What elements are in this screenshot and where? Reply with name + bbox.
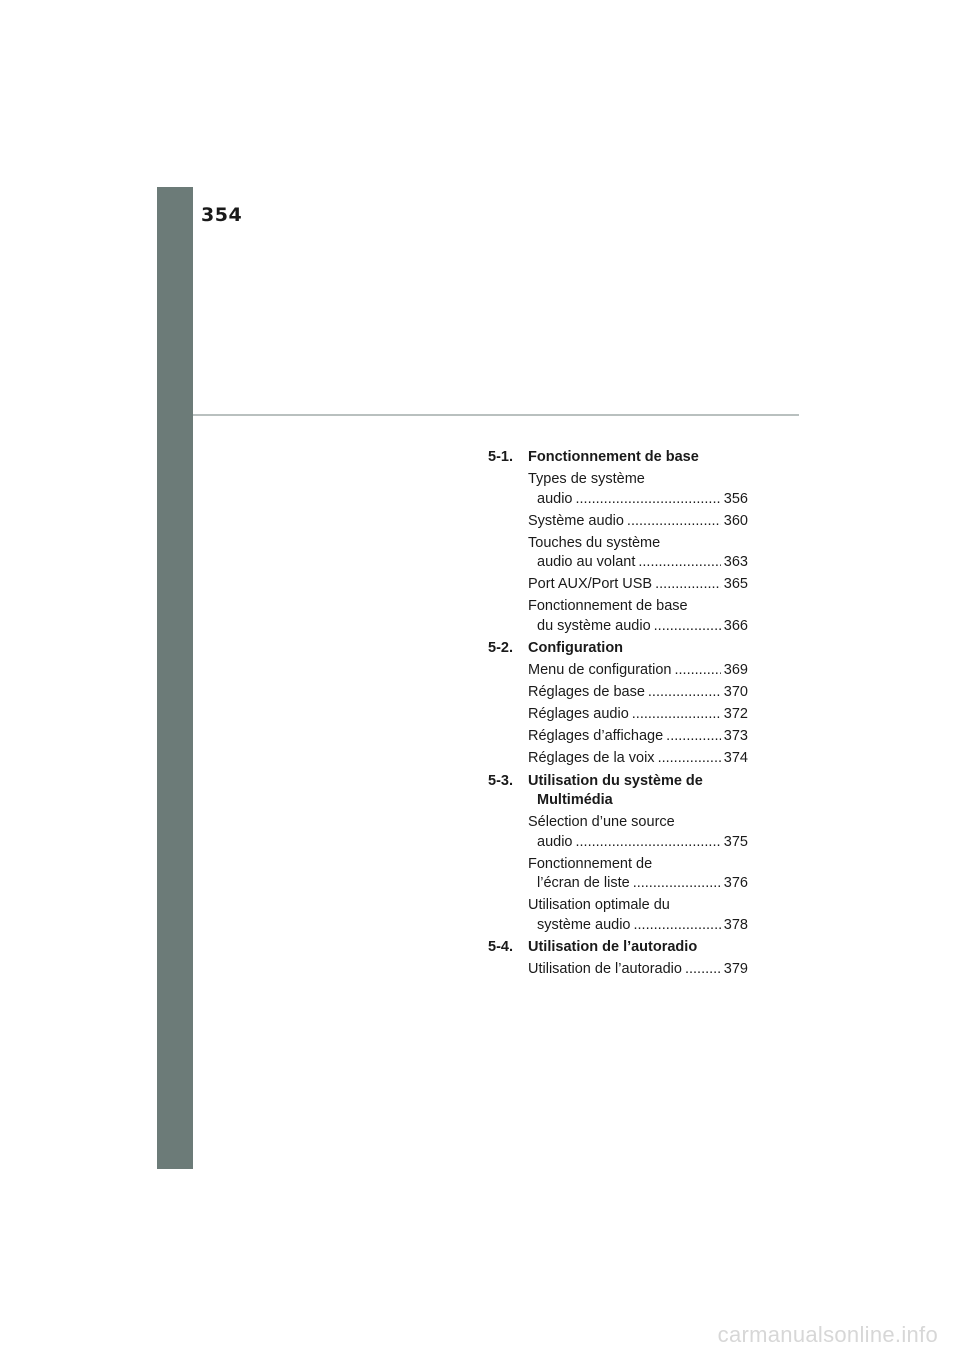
dot-leader <box>654 617 721 637</box>
section-title-line: Fonctionnement de base <box>528 449 699 465</box>
dot-leader <box>648 683 721 703</box>
toc-section-heading[interactable] <box>488 772 748 811</box>
entry-page-number: 374 <box>723 750 748 766</box>
toc-entry[interactable] <box>528 575 748 595</box>
toc-entry[interactable] <box>528 470 748 509</box>
table-of-contents <box>488 448 748 983</box>
section-title-line: Multimédia <box>537 792 613 808</box>
entry-page-number: 370 <box>723 684 748 700</box>
entry-title-line: audio <box>537 490 573 507</box>
watermark: carmanualsonline.info <box>717 1322 938 1347</box>
entry-title-line: Port AUX/Port USB <box>528 576 653 592</box>
dot-leader <box>685 960 721 980</box>
toc-entry[interactable] <box>528 534 748 573</box>
toc-section-heading[interactable] <box>488 448 748 468</box>
entry-page-number: 373 <box>723 728 748 744</box>
toc-entry[interactable] <box>528 813 748 852</box>
entry-page-number: 356 <box>723 490 748 507</box>
toc-section-heading[interactable] <box>488 938 748 958</box>
toc-entry[interactable] <box>528 855 748 894</box>
toc-entry[interactable] <box>528 727 748 747</box>
toc-section <box>488 448 748 636</box>
dot-leader <box>633 874 721 894</box>
toc-entry[interactable] <box>528 661 748 681</box>
entry-title-line: Fonctionnement de base <box>528 598 688 614</box>
section-title-line: Utilisation de l’autoradio <box>528 939 698 955</box>
toc-section <box>488 639 748 769</box>
entry-title-line: Réglages audio <box>528 706 629 722</box>
entry-title-line: Système audio <box>528 512 624 529</box>
toc-section <box>488 938 748 980</box>
chapter-side-band <box>157 187 193 1169</box>
dot-leader <box>666 727 721 747</box>
entry-title-line: système audio <box>537 916 631 933</box>
entry-page-number: 369 <box>723 662 748 678</box>
dot-leader <box>638 553 720 573</box>
dot-leader <box>575 833 720 853</box>
toc-entry[interactable] <box>528 597 748 636</box>
toc-entry[interactable] <box>528 512 748 532</box>
section-number: 5-1. <box>488 449 513 465</box>
toc-entry[interactable] <box>528 896 748 935</box>
entry-title-line: du système audio <box>537 617 651 634</box>
entry-page-number: 378 <box>723 916 748 933</box>
toc-entry[interactable] <box>528 960 748 980</box>
entry-title-line: Menu de configuration <box>528 662 672 678</box>
toc-section-heading[interactable] <box>488 639 748 659</box>
entry-title-line: Utilisation optimale du <box>528 897 670 913</box>
section-number: 5-2. <box>488 640 513 656</box>
section-title <box>528 639 748 659</box>
dot-leader <box>627 512 721 532</box>
section-title-line: Configuration <box>528 640 624 656</box>
entry-page-number: 363 <box>723 554 748 570</box>
entry-page-number: 372 <box>723 706 748 722</box>
entry-title-line: Réglages d’affichage <box>528 728 664 744</box>
entry-title-line: Utilisation de l’autoradio <box>528 961 682 977</box>
page-number: 354 <box>201 204 243 226</box>
entry-title-line: l’écran de liste <box>537 875 630 891</box>
entry-title-line: Sélection d’une source <box>528 814 675 830</box>
entry-page-number: 379 <box>723 961 748 977</box>
toc-entry[interactable] <box>528 705 748 725</box>
section-title-line: Utilisation du système de <box>528 772 703 789</box>
dot-leader <box>675 661 721 681</box>
entry-title-line: Touches du système <box>528 534 661 551</box>
dot-leader <box>658 749 721 769</box>
section-number: 5-3. <box>488 772 513 789</box>
toc-entry[interactable] <box>528 683 748 703</box>
entry-page-number: 360 <box>723 512 748 529</box>
entry-page-number: 366 <box>723 617 748 634</box>
section-title <box>528 448 748 468</box>
entry-title-line: Types de système <box>528 471 645 487</box>
dot-leader <box>575 490 720 510</box>
section-title <box>528 772 748 811</box>
dot-leader <box>634 916 721 936</box>
entry-title-line: Réglages de la voix <box>528 750 655 766</box>
section-title <box>528 938 748 958</box>
horizontal-divider <box>193 414 799 416</box>
entry-title-line: audio au volant <box>537 554 636 570</box>
toc-section <box>488 772 748 936</box>
entry-page-number: 376 <box>723 875 748 891</box>
entry-title-line: Fonctionnement de <box>528 855 653 872</box>
toc-entry[interactable] <box>528 749 748 769</box>
entry-title-line: Réglages de base <box>528 684 645 700</box>
dot-leader <box>632 705 721 725</box>
entry-page-number: 365 <box>723 576 748 592</box>
dot-leader <box>655 575 721 595</box>
entry-title-line: audio <box>537 833 573 850</box>
entry-page-number: 375 <box>723 833 748 850</box>
section-number: 5-4. <box>488 939 513 955</box>
